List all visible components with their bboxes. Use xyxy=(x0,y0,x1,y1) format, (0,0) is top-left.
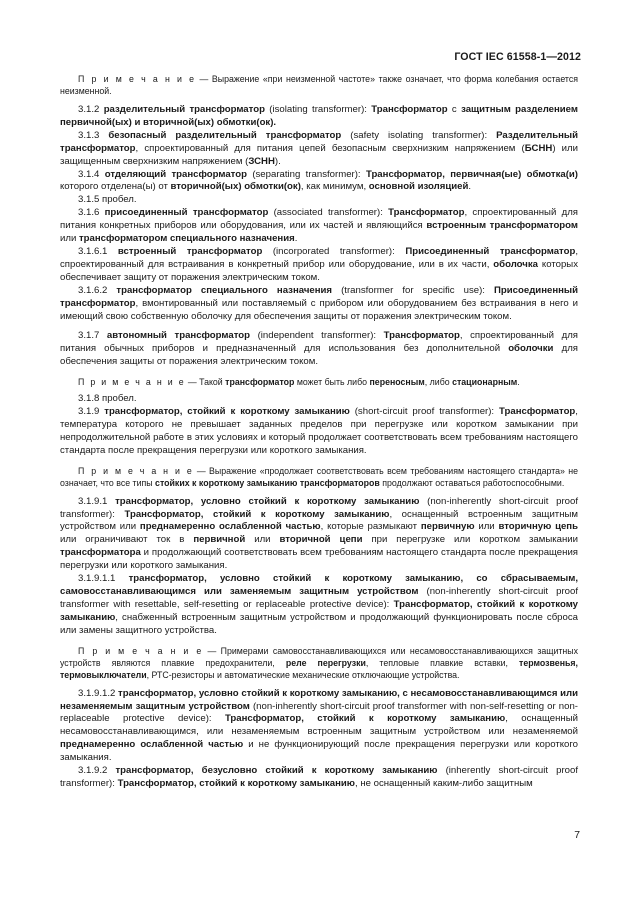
body-text: , температура которого не превышает заданных пределов при перегрузке или коротком замыкании при непродолжительной работе в этих условиях и который продолжает соответствовать всем требованиям настоящего стандарта после прекращения перегрузки или короткого замыкания. xyxy=(60,406,578,456)
term-text: защитным разделением первичной(ых) и вторичной(ых) обмотки(ок). xyxy=(60,104,578,128)
body-text: или xyxy=(245,534,280,546)
definition-paragraph xyxy=(60,207,578,246)
body-text: или ограничивают ток в xyxy=(60,534,194,546)
note-label: П р и м е ч а н и е xyxy=(78,377,186,388)
term-text: первичную xyxy=(420,521,475,533)
body-text: , снабженный встроенным защитным устройством и продолжающий функционировать после сброса или замены защитного устройства. xyxy=(60,611,578,636)
body-text: , спроектированный для питания конкретных приборов или оборудования, или их частей и являющийся xyxy=(60,207,578,232)
term-text: Трансформатор, первичная(ые) обмотка(и) xyxy=(365,168,578,180)
body-text: 3.1.4 xyxy=(78,168,105,180)
term-text: вторичной цепи xyxy=(279,534,363,546)
body-text: (associated transformer): xyxy=(268,207,389,219)
body-text: — Выражение «продолжает соответствовать всем требованиям настоящего стандарта» не означает, что все типы xyxy=(60,465,579,488)
term-text: отделяющий трансформатор xyxy=(104,168,247,180)
definition-paragraph xyxy=(60,573,578,638)
term-text: вторичную цепь xyxy=(498,521,579,533)
term-text: встроенным трансформатором xyxy=(426,220,578,232)
body-text: 3.1.6 xyxy=(78,207,105,219)
body-text: , которые размыкают xyxy=(320,521,421,533)
note-paragraph xyxy=(60,465,578,489)
definition-paragraph xyxy=(60,130,578,169)
body-text: которого отделена(ы) от xyxy=(60,181,171,193)
term-text: трансформатором специального назначения xyxy=(78,233,295,245)
body-text: . xyxy=(517,377,520,388)
term-text: Разделительный трансформатор xyxy=(60,129,578,154)
body-text: — Такой xyxy=(185,377,226,388)
body-text: , вмонтированный или поставляемый с прибором или оборудованием без встраивания в него и имеющий свою собственную оболочку для обеспечения защиты от поражения электрическим током. xyxy=(60,297,578,322)
body-text: или xyxy=(60,233,79,245)
term-text: Присоединенный трансформатор xyxy=(60,284,578,309)
body-text: (independent transformer): xyxy=(250,330,384,342)
term-text: оболочка xyxy=(493,258,539,270)
term-text: преднамеренно ослабленной частью xyxy=(60,739,244,751)
body-text: , РТС-резисторы и автоматические механические отключающие устройства. xyxy=(146,669,460,680)
term-text: реле перегрузки xyxy=(285,657,366,668)
note-label: П р и м е ч а н и е xyxy=(78,74,196,84)
term-text: ЗСНН xyxy=(248,155,275,167)
body-text: — Выражение «при неизменной частоте» также означает, что форма колебания остается неизменной. xyxy=(60,74,579,96)
body-text: . xyxy=(468,181,472,193)
body-text: и продолжающий соответствовать всем требованиям настоящего стандарта после прекращения перегрузки или короткого замыкания. xyxy=(60,547,578,572)
body-text: 3.1.9 xyxy=(78,406,105,418)
term-text: трансформатор, условно стойкий к короткому замыканию, с несамовосстанавливающимся или незаменяемым защитным устройством xyxy=(60,687,578,712)
note-paragraph xyxy=(60,645,578,681)
body-text: . xyxy=(294,233,298,245)
body-text: 3.1.8 пробел. xyxy=(78,393,137,405)
body-text: (safety isolating transformer): xyxy=(341,129,497,141)
definition-paragraph xyxy=(60,765,578,791)
body-text: 3.1.6.2 xyxy=(78,284,117,296)
term-text: разделительный трансформатор xyxy=(103,104,265,115)
definition-paragraph xyxy=(60,330,578,369)
body-text: (inherently short-circuit proof transformer): xyxy=(60,765,578,789)
note-paragraph xyxy=(60,376,578,388)
body-text: , спроектированный для питания цепей безопасным сверхнизким напряжением ( xyxy=(135,142,525,154)
page-body xyxy=(60,73,578,791)
definition-paragraph xyxy=(60,406,578,458)
term-text: БСНН xyxy=(524,142,553,154)
body-text: (incorporated transformer): xyxy=(262,245,406,257)
body-text: , либо xyxy=(424,377,453,388)
note-paragraph xyxy=(60,73,578,97)
body-text: 3.1.6.1 xyxy=(78,245,118,257)
body-text: , спроектированный для питания обычных приборов и предназначенный для использования без дополнительной xyxy=(60,330,578,355)
standard-header: ГОСТ IEC 61558-1—2012 xyxy=(454,51,581,63)
body-text: (non-inherently short-circuit proof transformer): xyxy=(60,495,578,520)
body-text: , не оснащенный каким-либо защитным xyxy=(354,777,533,789)
definition-paragraph xyxy=(60,688,578,765)
term-text: оболочки xyxy=(508,343,554,355)
term-text: преднамеренно ослабленной частью xyxy=(139,521,321,533)
body-text: при перегрузке или коротком замыкании xyxy=(362,534,578,546)
term-text: основной изоляцией xyxy=(368,181,469,193)
body-text: 3.1.9.1 xyxy=(78,495,116,507)
term-text: Трансформатор, стойкий к короткому замыканию xyxy=(124,508,390,520)
body-text: 3.1.9.1.1 xyxy=(78,573,129,585)
body-text: ) или защищенным сверхнизким напряжением ( xyxy=(60,142,578,167)
definition-paragraph xyxy=(60,104,578,130)
body-text: 3.1.9.1.2 xyxy=(78,687,119,699)
term-text: Трансформатор xyxy=(383,330,460,342)
term-text: трансформатор специального назначения xyxy=(116,284,333,296)
body-text: ). xyxy=(274,155,281,167)
body-text: 3.1.9.2 xyxy=(78,765,116,777)
term-text: Трансформатор, стойкий к короткому замыканию xyxy=(117,777,355,789)
term-text: переносным xyxy=(369,377,425,388)
body-text: или xyxy=(474,521,499,533)
body-text: , оснащенный несамовосстанавливающимся, или незаменяемым встроенным защитным устройством или незаменяемой xyxy=(60,713,578,738)
term-text: трансформатор, безусловно стойкий к короткому замыканию xyxy=(115,765,438,777)
body-text: 3.1.2 xyxy=(78,104,104,115)
term-text: первичной xyxy=(193,534,246,546)
body-text: для обеспечения защиты от поражения электрическим током. xyxy=(60,343,578,368)
body-text: (non-inherently short-circuit proof transformer with non-self-resetting or non-replaceable protective device): xyxy=(60,700,578,725)
term-text: трансформатора xyxy=(60,547,141,559)
term-text: вторичной(ых) обмотки(ок) xyxy=(170,181,301,193)
body-text: 3.1.5 пробел. xyxy=(78,194,137,206)
body-text: может быть либо xyxy=(294,377,370,388)
term-text: стационарным xyxy=(452,377,518,388)
body-text: 3.1.3 xyxy=(78,129,109,141)
definition-paragraph xyxy=(60,285,578,324)
body-text: с xyxy=(447,104,462,115)
body-text: и не функционирующий после прекращения перегрузки или короткого замыкания. xyxy=(60,739,578,764)
term-text: присоединенный трансформатор xyxy=(104,207,269,219)
definition-paragraph xyxy=(60,169,578,195)
note-label: П р и м е ч а н и е xyxy=(78,465,194,476)
body-text: продолжают оставаться работоспособными. xyxy=(379,477,565,488)
term-text: термозвенья, термовыключатели xyxy=(60,657,578,680)
term-text: стойких к короткому замыканию трансформаторов xyxy=(155,477,380,488)
term-text: Присоединенный трансформатор xyxy=(405,245,576,257)
body-text: (isolating transformer): xyxy=(264,104,372,115)
term-text: Трансформатор xyxy=(371,104,448,115)
body-text: , тепловые плавкие вставки, xyxy=(365,657,520,668)
term-text: трансформатор, условно стойкий к короткому замыканию, со сбрасываемым, самовосстанавливающимся или заменяемым защитным устройством xyxy=(60,573,578,597)
page-number: 7 xyxy=(574,830,580,841)
term-text: Трансформатор xyxy=(388,207,465,219)
term-text: трансформатор xyxy=(225,377,295,388)
definition-paragraph xyxy=(60,496,578,573)
body-text: (short-circuit proof transformer): xyxy=(349,406,500,418)
term-text: автономный трансформатор xyxy=(106,330,251,342)
body-text: — Примерами самовосстанавливающихся или несамовосстанавливающихся защитных устройств являются плавкие предохранители, xyxy=(60,645,579,668)
term-text: трансформатор, стойкий к короткому замыканию xyxy=(104,406,350,418)
note-label: П р и м е ч а н и е xyxy=(78,645,204,656)
term-text: Трансформатор xyxy=(499,406,576,418)
term-text: безопасный разделительный трансформатор xyxy=(108,129,342,141)
body-text: которых обеспечивает защиту от поражения электрическим током. xyxy=(60,258,578,283)
body-text: , спроектированный для встраивания в конкретный прибор или оборудование, или в их части, xyxy=(60,245,578,270)
body-text: 3.1.7 xyxy=(78,330,107,342)
body-text: , как минимум, xyxy=(300,181,369,193)
term-text: встроенный трансформатор xyxy=(117,245,263,257)
definition-paragraph xyxy=(60,246,578,285)
term-text: трансформатор, условно стойкий к короткому замыканию xyxy=(115,495,420,507)
term-text: Трансформатор, стойкий к короткому замыканию xyxy=(60,598,579,623)
definition-paragraph xyxy=(60,393,578,406)
body-text: (transformer for specific use): xyxy=(332,284,495,296)
term-text: Трансформатор, стойкий к короткому замыканию xyxy=(224,713,506,725)
definition-paragraph xyxy=(60,194,578,207)
body-text: , оснащенный встроенным защитным устройством или xyxy=(60,508,578,533)
body-text: (non-inherently short-circuit proof transformer with resettable, self-resetting or replaceable protective device): xyxy=(60,586,578,610)
body-text: (separating transformer): xyxy=(246,168,366,180)
